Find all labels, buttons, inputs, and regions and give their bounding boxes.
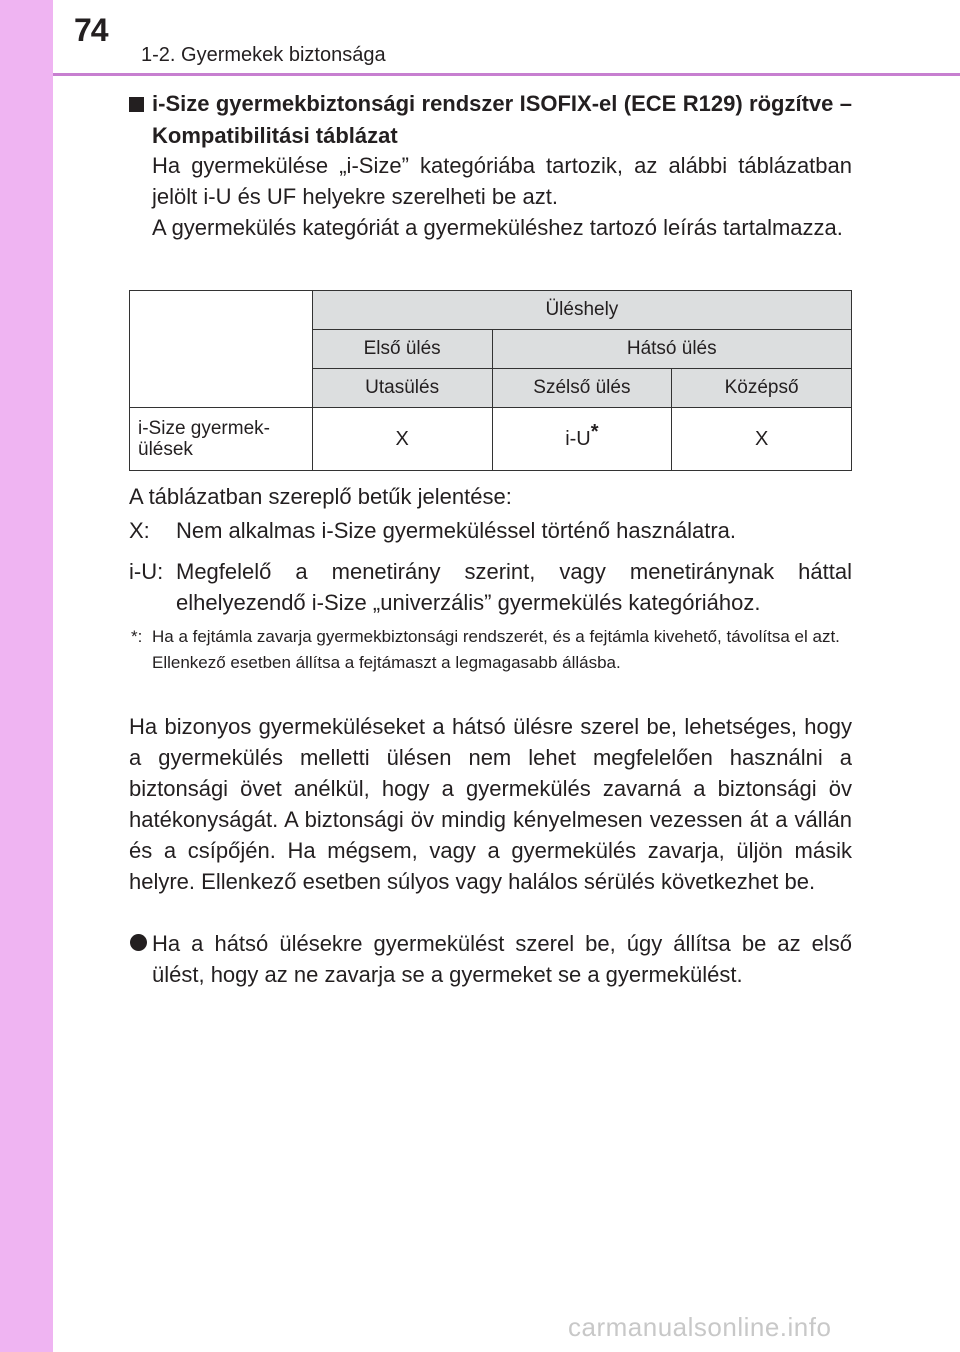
table-col-middle: Középső xyxy=(672,369,852,408)
footnote-line-1: Ha a fejtámla zavarja gyermekbiztonsági rendszerét, és a fejtámla kivehető, távolítsa el azt. xyxy=(152,627,840,646)
table-corner-cell xyxy=(130,291,313,408)
bullet-dot-icon xyxy=(130,934,147,951)
page-number: 74 xyxy=(74,12,108,48)
section-square-icon xyxy=(129,97,144,112)
chapter-title: 1-2. Gyermekek biztonsága xyxy=(141,44,386,66)
legend-key: X: xyxy=(129,518,150,543)
table-value-outer xyxy=(492,408,672,471)
table-header-rear-seat: Hátsó ülés xyxy=(492,330,851,369)
bullet-text: Ha a hátsó ülésekre gyermekülést szerel be, úgy állítsa be az első ülést, hogy az ne zavarja se a gyermeket se a gyermekülést. xyxy=(152,931,852,987)
legend-title: A táblázatban szereplő betűk jelentése: xyxy=(129,484,512,509)
legend-description: Nem alkalmas i-Size gyermeküléssel történő használatra. xyxy=(176,518,737,543)
table-col-outer: Szélső ülés xyxy=(492,369,672,408)
section-heading: i-Size gyermekbiztonsági rendszer ISOFIX-el (ECE R129) rögzítve – Kompatibilitási táblázat xyxy=(152,91,852,148)
table-col-passenger: Utasülés xyxy=(312,369,492,408)
legend-description: Megfelelő a menetirány szerint, vagy menetiránynak háttal elhelyezendő i-Size „univerzális” gyermekülés kategóriához. xyxy=(176,559,852,615)
intro-paragraph-2: A gyermekülés kategóriát a gyermeküléshez tartozó leírás tartalmazza. xyxy=(152,215,843,240)
footnote-line-2: Ellenkező esetben állítsa a fejtámaszt a legmagasabb állásba. xyxy=(152,653,621,672)
section-intro xyxy=(152,150,852,243)
compatibility-table xyxy=(129,290,852,471)
table-value-outer-text: i-U xyxy=(565,427,591,450)
table-value-middle: X xyxy=(672,408,852,471)
page-side-tab xyxy=(0,0,53,1352)
header-divider xyxy=(53,73,960,76)
table-row-label: i-Size gyermek-ülések xyxy=(130,408,313,471)
legend-key: i-U: xyxy=(129,559,164,584)
footnote-mark: *: xyxy=(131,627,143,646)
table-value-passenger: X xyxy=(312,408,492,471)
table-header-seat-position: Üléshely xyxy=(312,291,851,330)
footnote-asterisk: * xyxy=(590,420,599,443)
intro-paragraph-1: Ha gyermekülése „i-Size” kategóriába tartozik, az alábbi táblázatban jelölt i-U és UF helyekre szerelheti be azt. xyxy=(152,153,852,209)
table-header-front-seat: Első ülés xyxy=(312,330,492,369)
body-paragraph: Ha bizonyos gyermeküléseket a hátsó ülésre szerel be, lehetséges, hogy a gyermekülés melletti ülésen nem lehet megfelelően használni a biztonsági övet anélkül, hogy a gyermekülés zavarná a biztonsági öv hatékonyságát. A biztonsági öv mindig kényelmesen vezessen át a vállán és a csípőjén. Ha mégsem, vagy a gyermekülés zavarja, üljön másik helyre. Ellenkező esetben súlyos vagy halálos sérülés következhet be. xyxy=(129,714,852,894)
watermark: carmanualsonline.info xyxy=(568,1312,832,1342)
